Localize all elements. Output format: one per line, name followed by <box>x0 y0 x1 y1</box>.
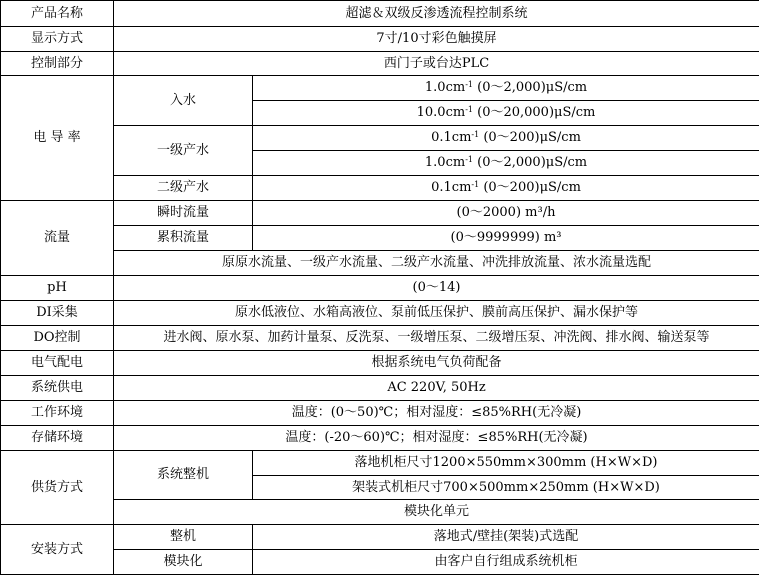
conductivity-range: $0.1cm^{-1}$ (0～200)μS/cm <box>253 126 759 151</box>
row-label-supply: 供货方式 <box>1 451 114 525</box>
supply-modular: 模块化单元 <box>114 500 759 525</box>
table-row <box>1 326 759 351</box>
row-label-ph: pH <box>1 276 114 301</box>
table-row <box>1 176 759 201</box>
table-row <box>1 351 759 376</box>
storage-env-value: 温度：(-20～60)℃；相对湿度：≤85%RH(无冷凝) <box>114 426 759 451</box>
row-label-storage-env: 存储环境 <box>1 426 114 451</box>
table-row <box>1 376 759 401</box>
row-label-di: DI采集 <box>1 301 114 326</box>
conductivity-inlet-label: 入水 <box>114 76 253 126</box>
row-label-control: 控制部分 <box>1 52 114 76</box>
table-row <box>1 1 759 27</box>
electrical-value: 根据系统电气负荷配备 <box>114 351 759 376</box>
conductivity-range: $0.1cm^{-1}$ (0～200)μS/cm <box>253 176 759 201</box>
flow-cumulative-label: 累积流量 <box>114 226 253 251</box>
product-name-value: 超滤＆双级反渗透流程控制系统 <box>114 1 759 27</box>
conductivity-second-stage-label: 二级产水 <box>114 176 253 201</box>
table-row <box>1 301 759 326</box>
table-row <box>1 76 759 101</box>
table-row <box>1 451 759 476</box>
work-env-value: 温度：(0～50)℃；相对湿度：≤85%RH(无冷凝) <box>114 401 759 426</box>
conductivity-first-stage-label: 一级产水 <box>114 126 253 176</box>
table-row <box>1 276 759 301</box>
row-label-conductivity: 电 导 率 <box>1 76 114 201</box>
table-row <box>1 201 759 226</box>
supply-rack-cabinet: 架装式机柜尺寸700×500mm×250mm (H×W×D) <box>253 476 759 500</box>
supply-floor-cabinet: 落地机柜尺寸1200×550mm×300mm (H×W×D) <box>253 451 759 476</box>
conductivity-range: $1.0cm^{-1}$ (0～2,000)μS/cm <box>253 76 759 101</box>
table-row <box>1 426 759 451</box>
display-value: 7寸/10寸彩色触摸屏 <box>114 27 759 52</box>
do-value: 进水阀、原水泵、加药计量泵、反洗泵、一级增压泵、二级增压泵、冲洗阀、排水阀、输送泵等 <box>114 326 759 351</box>
supply-system-label: 系统整机 <box>114 451 253 500</box>
row-label-do: DO控制 <box>1 326 114 351</box>
table-row <box>1 251 759 276</box>
row-label-power: 系统供电 <box>1 376 114 401</box>
install-modular-label: 模块化 <box>114 550 253 575</box>
table-row <box>1 226 759 251</box>
row-label-electrical: 电气配电 <box>1 351 114 376</box>
conductivity-range: $1.0cm^{-1}$ (0～2,000)μS/cm <box>253 151 759 176</box>
table-row <box>1 52 759 76</box>
install-modular-value: 由客户自行组成系统机柜 <box>253 550 759 575</box>
install-complete-label: 整机 <box>114 525 253 550</box>
di-value: 原水低液位、水箱高液位、泵前低压保护、膜前高压保护、漏水保护等 <box>114 301 759 326</box>
flow-instant-label: 瞬时流量 <box>114 201 253 226</box>
table-row <box>1 126 759 151</box>
control-value: 西门子或台达PLC <box>114 52 759 76</box>
table-row <box>1 401 759 426</box>
flow-instant-value: (0～2000) m³/h <box>253 201 759 226</box>
table-row <box>1 27 759 52</box>
power-value: AC 220V, 50Hz <box>114 376 759 401</box>
ph-value: (0～14) <box>114 276 759 301</box>
flow-cumulative-value: (0～9999999) m³ <box>253 226 759 251</box>
conductivity-range: $10.0cm^{-1}$ (0～20,000)μS/cm <box>253 101 759 126</box>
row-label-install: 安装方式 <box>1 525 114 575</box>
table-row <box>1 500 759 525</box>
table-row <box>1 550 759 575</box>
row-label-work-env: 工作环境 <box>1 401 114 426</box>
table-row <box>1 525 759 550</box>
install-complete-value: 落地式/壁挂(架装)式选配 <box>253 525 759 550</box>
row-label-flow: 流量 <box>1 201 114 276</box>
row-label-product-name: 产品名称 <box>1 1 114 27</box>
flow-options: 原原水流量、一级产水流量、二级产水流量、冲洗排放流量、浓水流量选配 <box>114 251 759 276</box>
row-label-display: 显示方式 <box>1 27 114 52</box>
